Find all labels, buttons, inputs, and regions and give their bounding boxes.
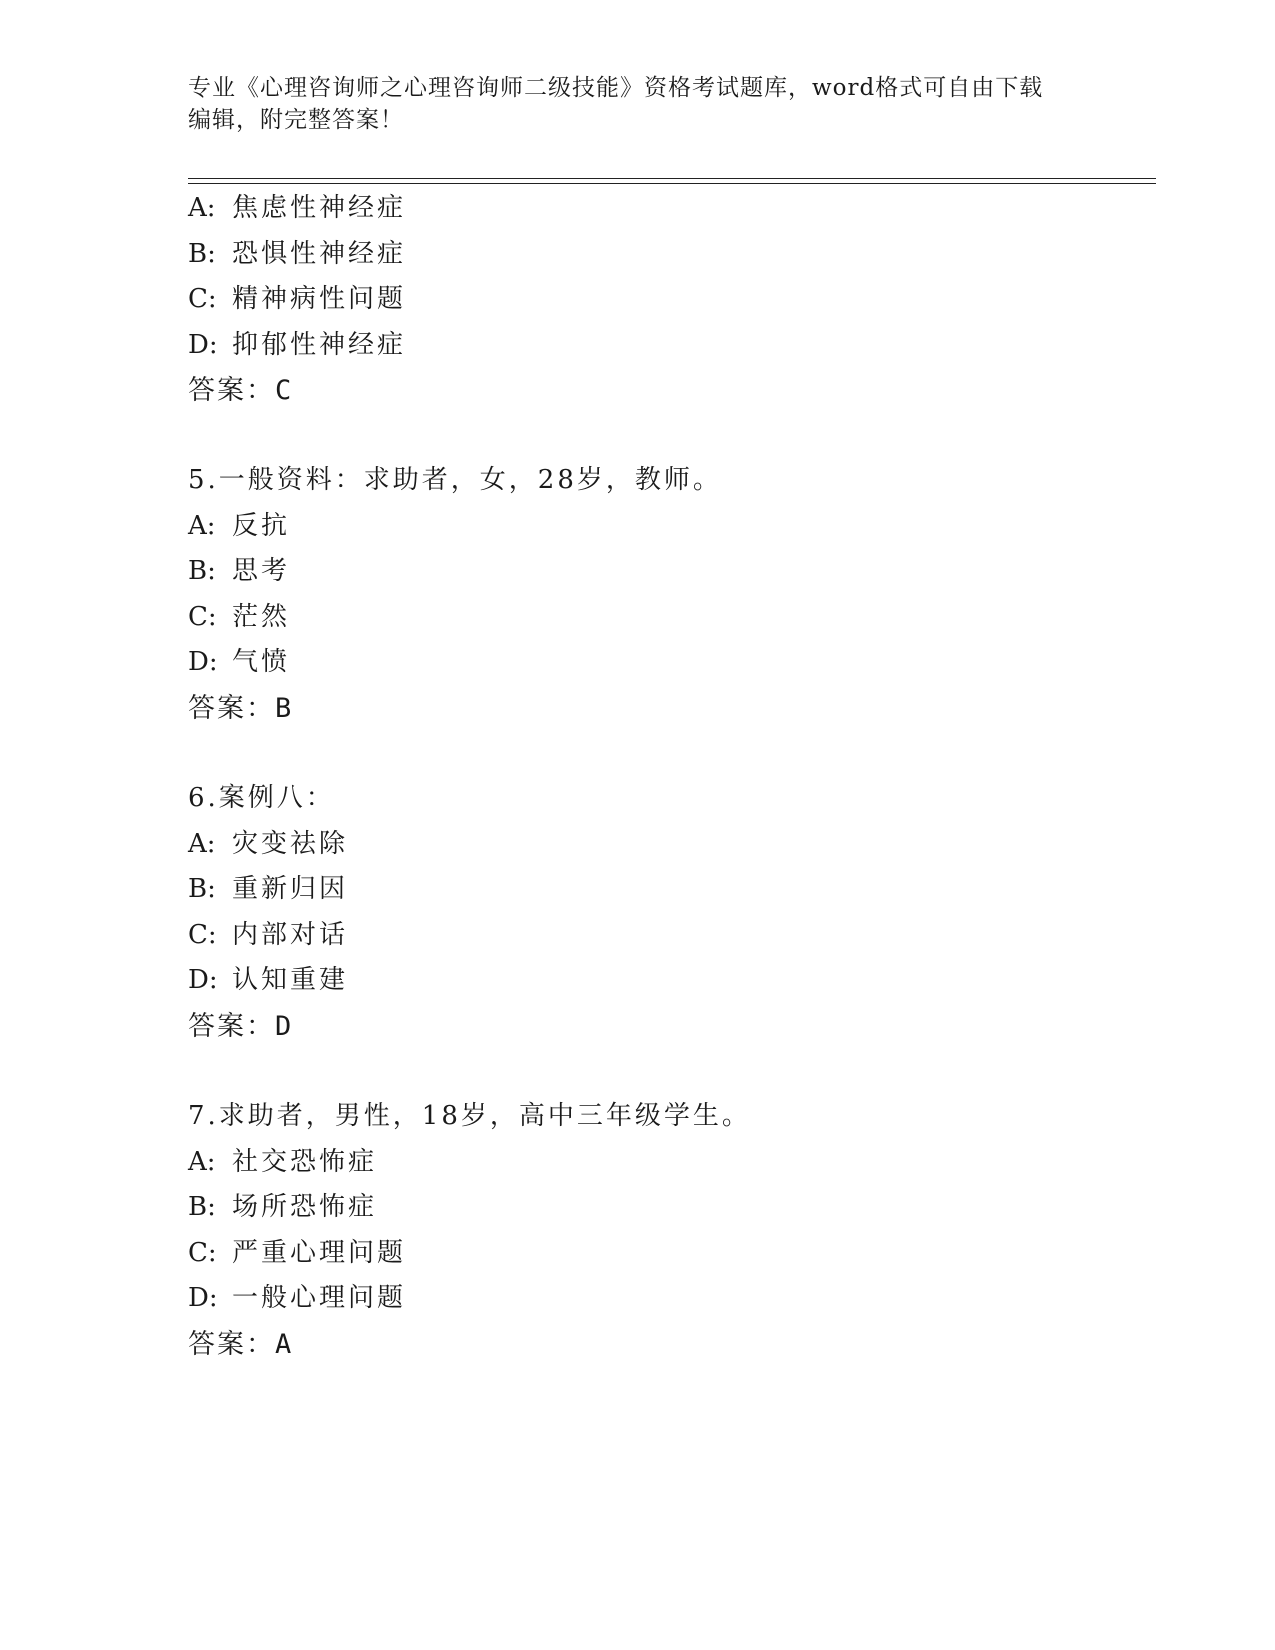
option-text: 抑郁性神经症 bbox=[232, 329, 407, 360]
option-c bbox=[188, 913, 1148, 959]
option-c bbox=[188, 277, 1148, 323]
option-text: 社交恐怖症 bbox=[232, 1146, 378, 1177]
option-b bbox=[188, 867, 1148, 913]
option-d bbox=[188, 958, 1148, 1004]
header-divider-bottom bbox=[188, 183, 1156, 184]
option-text: 内部对话 bbox=[232, 919, 349, 950]
option-text: 恐惧性神经症 bbox=[232, 238, 407, 269]
option-letter: D: bbox=[188, 965, 218, 995]
option-letter: A: bbox=[188, 1146, 216, 1177]
option-letter: A: bbox=[188, 510, 216, 541]
option-letter: A: bbox=[188, 828, 216, 859]
option-text: 重新归因 bbox=[232, 874, 349, 904]
option-b bbox=[188, 232, 1148, 278]
option-letter: B: bbox=[188, 874, 216, 904]
option-d bbox=[188, 640, 1148, 686]
answer bbox=[188, 1004, 1148, 1050]
answer-label: 答案： bbox=[188, 692, 275, 724]
option-text: 焦虑性神经症 bbox=[232, 193, 407, 223]
option-text: 认知重建 bbox=[232, 965, 349, 995]
answer bbox=[188, 368, 1148, 414]
option-letter: B: bbox=[188, 556, 216, 586]
option-text: 气愤 bbox=[232, 647, 291, 677]
option-b bbox=[188, 549, 1148, 595]
document-header bbox=[188, 72, 1068, 136]
option-letter: D: bbox=[188, 647, 218, 677]
question-5 bbox=[188, 458, 1148, 731]
question-7 bbox=[188, 1094, 1148, 1367]
answer-label: 答案： bbox=[188, 1328, 275, 1360]
option-a bbox=[188, 822, 1148, 868]
option-text: 严重心理问题 bbox=[232, 1237, 407, 1268]
question-stem: 7.求助者，男性，18岁，高中三年级学生。 bbox=[188, 1101, 751, 1131]
option-text: 茫然 bbox=[232, 601, 291, 632]
question-4 bbox=[188, 186, 1148, 414]
answer-value: C bbox=[275, 375, 292, 406]
answer-value: A bbox=[275, 1328, 292, 1360]
option-c bbox=[188, 595, 1148, 641]
header-divider-top bbox=[188, 178, 1156, 179]
answer-value: D bbox=[275, 1010, 292, 1042]
answer-label: 答案： bbox=[188, 1010, 275, 1042]
option-letter: D: bbox=[188, 1283, 218, 1313]
option-text: 反抗 bbox=[232, 510, 291, 541]
option-c bbox=[188, 1231, 1148, 1277]
option-text: 一般心理问题 bbox=[232, 1283, 407, 1313]
answer-label: 答案： bbox=[188, 375, 275, 406]
answer bbox=[188, 686, 1148, 732]
option-text: 思考 bbox=[232, 556, 291, 586]
answer bbox=[188, 1322, 1148, 1368]
option-letter: C: bbox=[188, 601, 217, 632]
option-letter: D: bbox=[188, 329, 218, 360]
answer-value: B bbox=[275, 692, 292, 724]
option-a bbox=[188, 1140, 1148, 1186]
option-text: 灾变祛除 bbox=[232, 828, 349, 859]
option-a bbox=[188, 186, 1148, 232]
option-letter: C: bbox=[188, 919, 217, 950]
option-b bbox=[188, 1185, 1148, 1231]
option-text: 精神病性问题 bbox=[232, 284, 407, 314]
header-line-1: 专业《心理咨询师之心理咨询师二级技能》资格考试题库，word格式可自由下载 bbox=[188, 75, 1044, 101]
question-6 bbox=[188, 776, 1148, 1049]
option-letter: A: bbox=[188, 193, 216, 223]
question-stem: 6.案例八： bbox=[188, 783, 335, 813]
option-letter: B: bbox=[188, 238, 216, 269]
option-d bbox=[188, 323, 1148, 369]
option-letter: C: bbox=[188, 284, 217, 314]
question-stem: 5.一般资料：求助者，女，28岁，教师。 bbox=[188, 465, 722, 495]
option-text: 场所恐怖症 bbox=[232, 1192, 378, 1222]
option-letter: B: bbox=[188, 1192, 216, 1222]
header-line-2: 编辑，附完整答案！ bbox=[188, 107, 404, 133]
option-a bbox=[188, 504, 1148, 550]
option-letter: C: bbox=[188, 1237, 217, 1268]
option-d bbox=[188, 1276, 1148, 1322]
